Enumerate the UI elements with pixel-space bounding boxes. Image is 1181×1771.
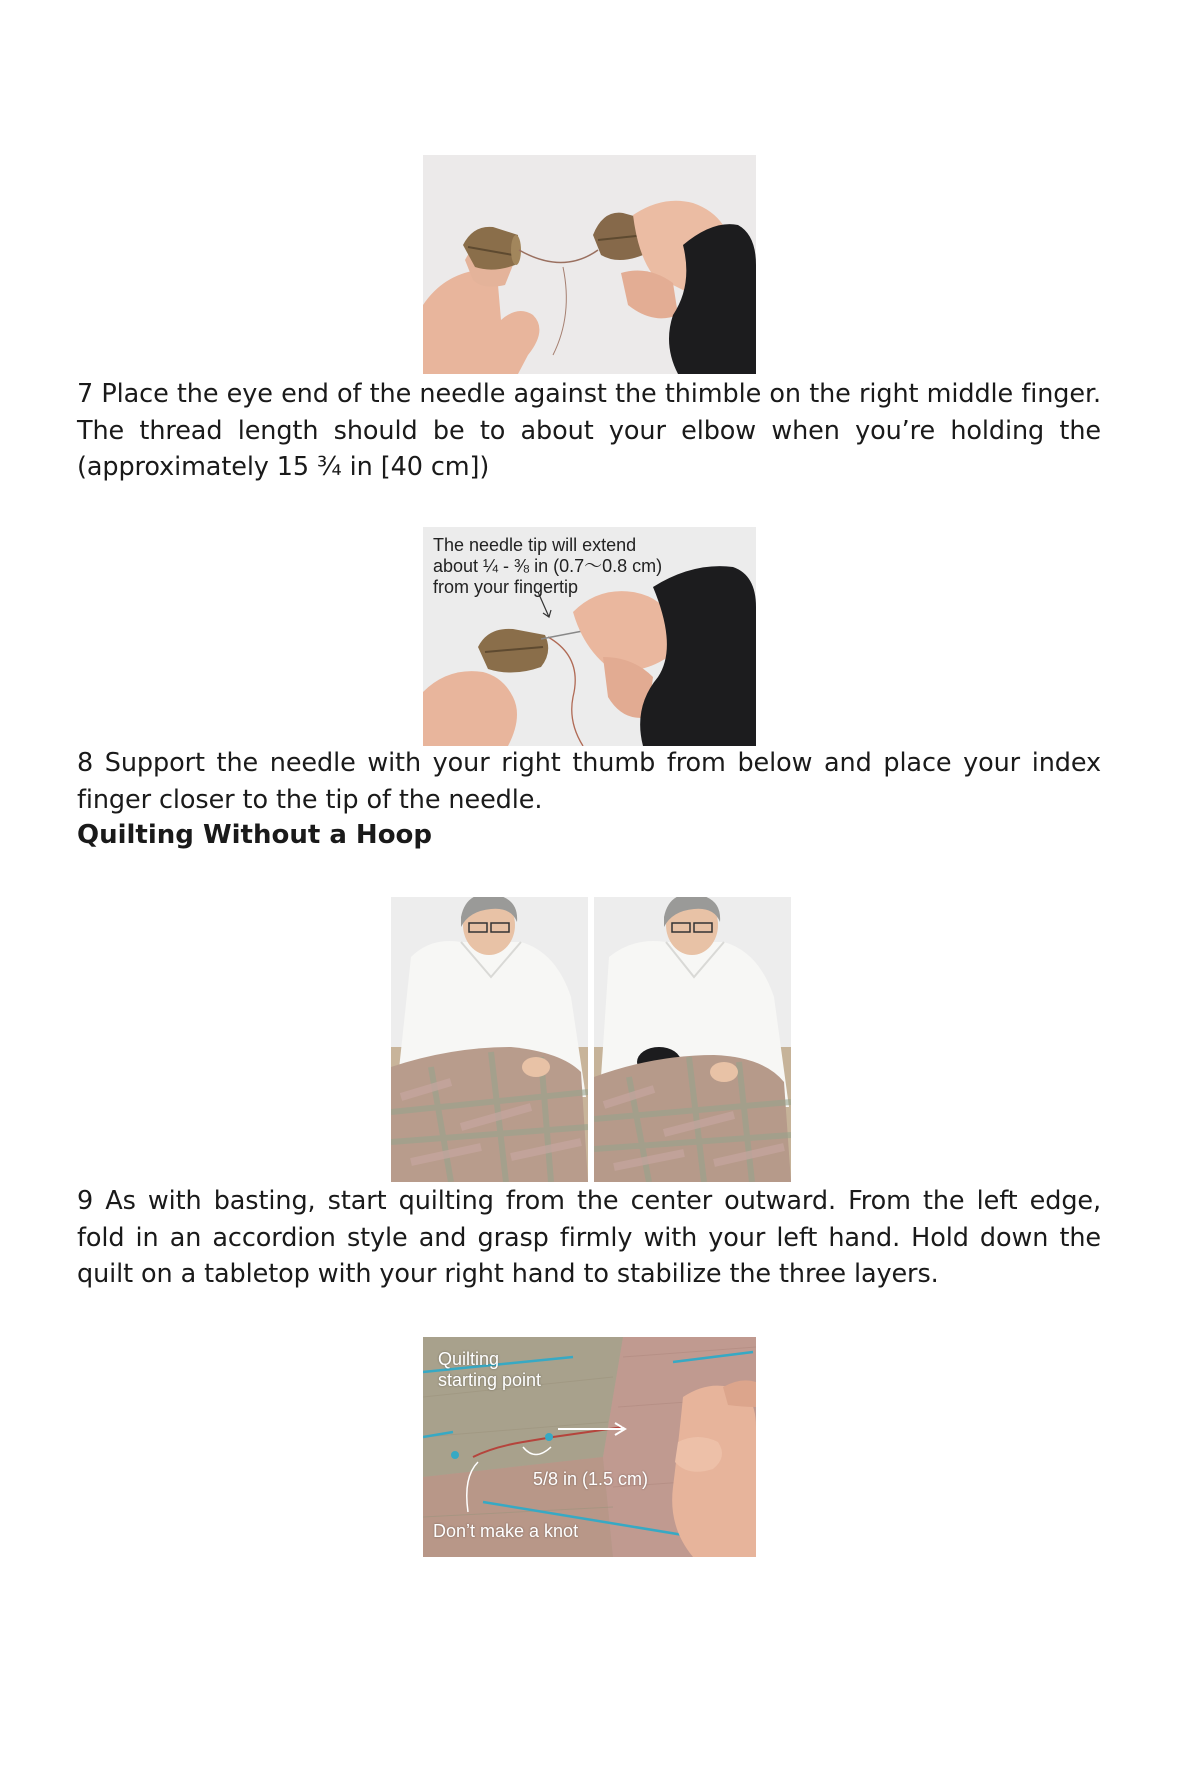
measure-label: 5/8 in (1.5 cm) — [533, 1469, 649, 1489]
thimble-photo — [423, 155, 756, 374]
label-line: Quilting — [438, 1349, 500, 1369]
starting-point-label — [438, 1349, 541, 1391]
step-9-text: 9 As with basting, start quilting from the center outward. From the left edge, fold in an accordion style and grasp firmly with your left hand. Hold down the quilt on a tabletop with your right hand to stabilize the three layers. — [77, 1186, 1101, 1289]
caption-line: from your fingertip — [433, 577, 579, 597]
caption-line: The needle tip will extend — [433, 535, 637, 555]
woman-quilting-illustration — [391, 897, 588, 1182]
needle-tip-caption — [433, 535, 662, 598]
step-8-text: 8 Support the needle with your right thumb from below and place your index finger closer to the tip of the needle. — [77, 748, 1101, 815]
label-line: starting point — [438, 1370, 542, 1390]
caption-line: about ¼ - ⅜ in (0.7～0.8 cm) — [433, 556, 663, 576]
woman-quilting-illustration — [594, 897, 791, 1182]
quilting-photo-left — [391, 897, 588, 1182]
knot-label: Don’t make a knot — [433, 1521, 579, 1541]
quilting-photo-right — [594, 897, 791, 1182]
step-7-text: 7 Place the eye end of the needle against the thimble on the right middle finger. The thread length should be to about your elbow when you’re holding the (approximately 15 ¾ in [40 cm]) — [77, 379, 1101, 482]
needle-tip-photo — [423, 527, 756, 746]
quilting-start-photo — [423, 1337, 756, 1557]
thimble-hands-illustration — [423, 155, 756, 374]
section-heading: Quilting Without a Hoop — [77, 820, 433, 850]
